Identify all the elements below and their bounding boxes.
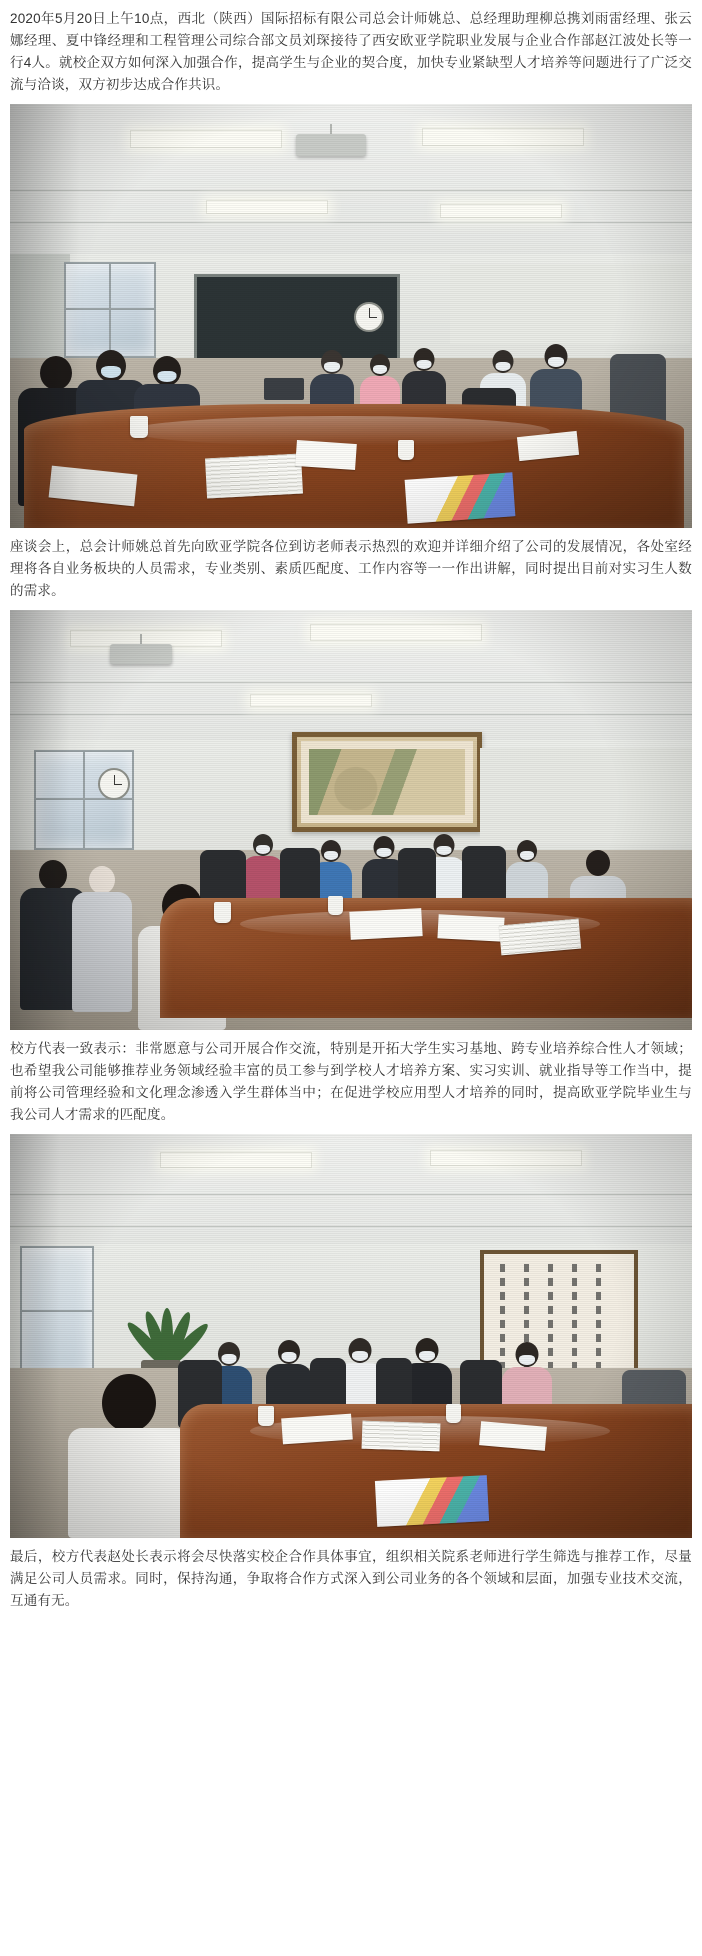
notebook — [205, 454, 303, 499]
wall-clock — [98, 768, 130, 800]
face-mask — [377, 848, 392, 857]
ceiling-seam — [10, 1226, 692, 1227]
participant — [72, 866, 132, 1012]
ceiling-seam — [10, 682, 692, 683]
wall-cabinet — [480, 748, 692, 844]
face-mask — [256, 845, 270, 854]
participant — [242, 834, 284, 908]
head — [89, 866, 115, 894]
ceiling-seam — [10, 222, 692, 223]
laptop — [264, 378, 304, 400]
brochure — [405, 472, 516, 523]
face-mask — [158, 371, 177, 382]
projector — [110, 644, 172, 664]
meeting-photo-3 — [10, 1134, 692, 1538]
ceiling-light — [160, 1152, 312, 1168]
torso — [68, 1428, 190, 1538]
document-sheet — [295, 440, 357, 470]
window-mullion — [83, 752, 85, 848]
document-sheet — [281, 1414, 353, 1445]
paper-cup — [258, 1406, 274, 1426]
face-mask — [324, 362, 340, 372]
ceiling-light — [440, 204, 562, 218]
face-mask — [352, 1351, 368, 1361]
table-reflection — [130, 416, 550, 446]
face-mask — [417, 360, 432, 369]
paper-cup — [130, 416, 148, 438]
face-mask — [373, 365, 387, 374]
meeting-photo-2 — [10, 610, 692, 1030]
ceiling-light — [130, 130, 282, 148]
face-mask — [519, 1355, 535, 1365]
paper-cup — [398, 440, 414, 460]
photo-shadow — [10, 104, 80, 528]
painting-artwork — [309, 749, 465, 815]
face-mask — [419, 1351, 435, 1361]
wall-clock — [354, 302, 384, 332]
meeting-photo-1 — [10, 104, 692, 528]
participant-foreground — [68, 1374, 190, 1538]
notebook — [362, 1421, 441, 1452]
ceiling-seam — [10, 190, 692, 191]
ceiling-light — [250, 694, 372, 707]
face-mask — [520, 851, 534, 860]
ceiling-seam — [10, 1194, 692, 1195]
paper-cup — [214, 902, 231, 923]
ceiling — [10, 1134, 692, 1244]
ceiling-light — [422, 128, 584, 146]
face-mask — [437, 846, 452, 855]
paper-cup — [446, 1404, 461, 1423]
torso — [72, 892, 132, 1012]
photo-3-scene — [10, 1134, 692, 1538]
paragraph-2: 座谈会上，总会计师姚总首先向欧亚学院各位到访老师表示热烈的欢迎并详细介绍了公司的发展情况，各处室经理将各自业务板块的人员需求，专业类别、素质匹配度、工作内容等一一作出讲解，同时提出目前对实习生人数的需求。 — [10, 539, 692, 598]
projector — [296, 134, 366, 156]
head — [102, 1374, 156, 1432]
head — [586, 850, 610, 876]
ceiling-seam — [10, 714, 692, 715]
face-mask — [282, 1352, 297, 1362]
landscape-painting — [292, 732, 482, 832]
ceiling-light — [310, 624, 482, 641]
calligraphy-column — [596, 1264, 601, 1370]
wall-cabinet — [450, 264, 690, 344]
ceiling — [10, 104, 692, 254]
photo-2-scene — [10, 610, 692, 1030]
face-mask — [548, 357, 564, 367]
ceiling-light — [206, 200, 328, 214]
paper-cup — [328, 896, 343, 915]
face-mask — [324, 851, 338, 860]
brochure — [375, 1475, 489, 1527]
photo-1-scene — [10, 104, 692, 528]
paragraph-4: 最后，校方代表赵处长表示将会尽快落实校企合作具体事宜，组织相关院系老师进行学生筛选与推荐工作，尽量满足公司人员需求。同时，保持沟通，争取将合作方式深入到公司业务的各个领域和层面，加强专业技术交流，互通有无。 — [10, 1549, 692, 1608]
face-mask — [101, 366, 121, 378]
face-mask — [222, 1354, 237, 1364]
document-sheet — [349, 908, 422, 940]
window-mullion — [109, 264, 111, 356]
document-sheet — [437, 914, 504, 941]
photo-shadow — [10, 610, 70, 1030]
paragraph-1: 2020年5月20日上午10点，西北（陕西）国际招标有限公司总会计师姚总、总经理助理柳总携刘雨雷经理、张云娜经理、夏中锋经理和工程管理公司综合部文员刘琛接待了西安欧亚学院职业发展与企业合作部赵江波处长等一行4人。就校企双方如何深入加强合作，提高学生与企业的契合度，加快专业紧缺型人才培养等问题进行了广泛交流与洽谈，双方初步达成合作共识。 — [10, 11, 692, 92]
calligraphy-column — [572, 1264, 577, 1370]
paragraph-3: 校方代表一致表示：非常愿意与公司开展合作交流，特别是开拓大学生实习基地、跨专业培养综合性人才领域；也希望我公司能够推荐业务领域经验丰富的员工参与到学校人才培养方案、实习实训、就业指导等工作当中，提前将公司管理经验和文化理念渗透入学生群体当中；在促进学校应用型人才培养的同时，提高欧亚学院毕业生与我公司人才需求的匹配度。 — [10, 1041, 692, 1122]
photo-shadow — [10, 1134, 60, 1538]
face-mask — [496, 362, 511, 371]
ceiling-light — [430, 1150, 582, 1166]
